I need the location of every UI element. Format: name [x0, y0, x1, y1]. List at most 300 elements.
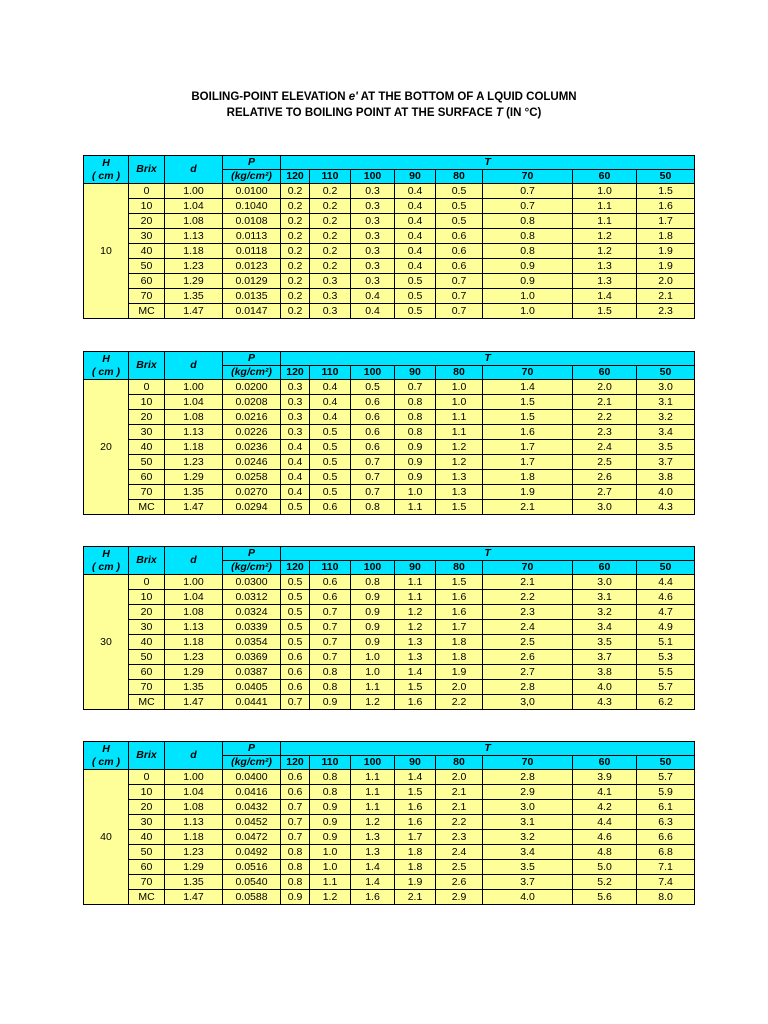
- elevation-cell: 3.1: [637, 395, 695, 410]
- elevation-cell: 0.3: [351, 259, 395, 274]
- elevation-cell: 0.6: [436, 259, 483, 274]
- brix-cell: MC: [129, 304, 165, 319]
- brix-column-header: Brix: [129, 352, 165, 380]
- temperature-header: 50: [637, 366, 695, 380]
- table-row: [84, 395, 695, 410]
- elevation-cell: 1.6: [436, 605, 483, 620]
- d-cell: 1.47: [165, 695, 223, 710]
- elevation-cell: 3.0: [573, 500, 637, 515]
- d-cell: 1.13: [165, 425, 223, 440]
- elevation-cell: 0.7: [351, 470, 395, 485]
- d-cell: 1.00: [165, 575, 223, 590]
- p-cell: 0.0300: [223, 575, 281, 590]
- elevation-cell: 0.4: [395, 214, 436, 229]
- d-cell: 1.29: [165, 274, 223, 289]
- elevation-cell: 4.7: [637, 605, 695, 620]
- t-group-header: T: [281, 156, 695, 170]
- elevation-cell: 0.6: [281, 665, 310, 680]
- elevation-cell: 3.4: [573, 620, 637, 635]
- elevation-cell: 3.8: [573, 665, 637, 680]
- elevation-cell: 1.0: [573, 184, 637, 199]
- temperature-header: 50: [637, 170, 695, 184]
- brix-cell: MC: [129, 695, 165, 710]
- elevation-cell: 0.5: [395, 304, 436, 319]
- h-column-header: [84, 742, 129, 770]
- elevation-cell: 4.9: [637, 620, 695, 635]
- table-row: [84, 470, 695, 485]
- elevation-cell: 5.3: [637, 650, 695, 665]
- p-cell: 0.0246: [223, 455, 281, 470]
- elevation-cell: 0.6: [351, 410, 395, 425]
- elevation-cell: 0.3: [281, 425, 310, 440]
- elevation-cell: 0.8: [310, 770, 351, 785]
- d-cell: 1.00: [165, 184, 223, 199]
- elevation-cell: 1.3: [436, 470, 483, 485]
- elevation-cell: 0.3: [310, 274, 351, 289]
- elevation-cell: 5.2: [573, 875, 637, 890]
- elevation-cell: 3.0: [573, 575, 637, 590]
- d-cell: 1.35: [165, 485, 223, 500]
- elevation-cell: 1.7: [483, 455, 573, 470]
- elevation-cell: 0.7: [281, 800, 310, 815]
- elevation-cell: 1.5: [436, 575, 483, 590]
- brix-cell: 70: [129, 289, 165, 304]
- d-cell: 1.00: [165, 380, 223, 395]
- p-unit-header: (kg/cm²): [223, 756, 281, 770]
- h-unit: ( cm ): [91, 365, 120, 378]
- elevation-cell: 1.3: [436, 485, 483, 500]
- table-row: [84, 425, 695, 440]
- p-cell: 0.0588: [223, 890, 281, 905]
- table-row: [84, 815, 695, 830]
- elevation-cell: 3.1: [483, 815, 573, 830]
- temperature-header: 110: [310, 366, 351, 380]
- brix-cell: 30: [129, 425, 165, 440]
- elevation-cell: 0.6: [310, 575, 351, 590]
- elevation-cell: 2.7: [483, 665, 573, 680]
- table-row: [84, 875, 695, 890]
- table-row: [84, 274, 695, 289]
- brix-cell: 40: [129, 635, 165, 650]
- header-row: [84, 352, 695, 366]
- elevation-cell: 0.5: [436, 214, 483, 229]
- elevation-cell: 0.2: [281, 259, 310, 274]
- brix-cell: 20: [129, 214, 165, 229]
- elevation-cell: 1.6: [637, 199, 695, 214]
- elevation-cell: 6.3: [637, 815, 695, 830]
- elevation-cell: 0.9: [351, 605, 395, 620]
- h-value-cell: 30: [84, 575, 129, 710]
- elevation-cell: 1.5: [637, 184, 695, 199]
- elevation-cell: 1.3: [395, 635, 436, 650]
- elevation-cell: 2.3: [573, 425, 637, 440]
- h-unit: ( cm ): [91, 755, 120, 768]
- table-row: [84, 229, 695, 244]
- elevation-cell: 0.3: [351, 244, 395, 259]
- elevation-cell: 1.1: [351, 770, 395, 785]
- data-table-h40: [83, 741, 695, 905]
- elevation-cell: 0.4: [395, 199, 436, 214]
- elevation-cell: 3.1: [573, 590, 637, 605]
- elevation-cell: 1.1: [351, 680, 395, 695]
- brix-cell: 0: [129, 380, 165, 395]
- elevation-cell: 2.2: [483, 590, 573, 605]
- table-row: [84, 199, 695, 214]
- elevation-cell: 6.8: [637, 845, 695, 860]
- elevation-cell: 0.3: [281, 395, 310, 410]
- h-value-cell: 40: [84, 770, 129, 905]
- d-cell: 1.29: [165, 665, 223, 680]
- elevation-cell: 3.7: [573, 650, 637, 665]
- d-cell: 1.04: [165, 590, 223, 605]
- elevation-cell: 0.7: [483, 184, 573, 199]
- d-cell: 1.00: [165, 770, 223, 785]
- elevation-cell: 0.4: [310, 410, 351, 425]
- elevation-cell: 3.2: [483, 830, 573, 845]
- elevation-cell: 1.4: [395, 665, 436, 680]
- elevation-cell: 0.4: [281, 485, 310, 500]
- temperature-header: 120: [281, 756, 310, 770]
- table-row: [84, 440, 695, 455]
- elevation-cell: 6.2: [637, 695, 695, 710]
- d-cell: 1.23: [165, 259, 223, 274]
- title-line-2: RELATIVE TO BOILING POINT AT THE SURFACE T (IN °C): [226, 107, 542, 119]
- elevation-cell: 3.2: [637, 410, 695, 425]
- brix-cell: 60: [129, 274, 165, 289]
- elevation-cell: 0.5: [310, 425, 351, 440]
- elevation-cell: 0.9: [351, 590, 395, 605]
- elevation-cell: 1.1: [395, 500, 436, 515]
- elevation-cell: 1.3: [351, 845, 395, 860]
- elevation-cell: 2.0: [573, 380, 637, 395]
- elevation-cell: 0.2: [310, 244, 351, 259]
- elevation-cell: 2.1: [436, 800, 483, 815]
- elevation-cell: 1.4: [395, 770, 436, 785]
- elevation-cell: 2.1: [436, 785, 483, 800]
- elevation-cell: 1.8: [436, 635, 483, 650]
- elevation-cell: 4.0: [573, 680, 637, 695]
- elevation-cell: 1.3: [351, 830, 395, 845]
- p-cell: 0.0540: [223, 875, 281, 890]
- temperature-header: 100: [351, 561, 395, 575]
- elevation-cell: 1.5: [395, 680, 436, 695]
- temperature-header: 110: [310, 170, 351, 184]
- elevation-cell: 2.5: [436, 860, 483, 875]
- header-row: [84, 547, 695, 561]
- temperature-header: 60: [573, 561, 637, 575]
- elevation-cell: 0.5: [281, 575, 310, 590]
- elevation-cell: 2.8: [483, 680, 573, 695]
- elevation-cell: 4.4: [637, 575, 695, 590]
- elevation-cell: 4.2: [573, 800, 637, 815]
- d-cell: 1.47: [165, 890, 223, 905]
- table-row: [84, 244, 695, 259]
- brix-cell: 10: [129, 395, 165, 410]
- elevation-cell: 1.3: [395, 650, 436, 665]
- elevation-cell: 1.5: [483, 395, 573, 410]
- p-column-header: P: [223, 742, 281, 756]
- d-cell: 1.08: [165, 214, 223, 229]
- elevation-cell: 3.5: [483, 860, 573, 875]
- elevation-cell: 0.5: [281, 635, 310, 650]
- brix-cell: 20: [129, 605, 165, 620]
- elevation-cell: 0.7: [310, 620, 351, 635]
- elevation-cell: 0.4: [395, 184, 436, 199]
- temperature-header: 120: [281, 170, 310, 184]
- elevation-cell: 0.8: [483, 229, 573, 244]
- elevation-cell: 3.2: [573, 605, 637, 620]
- elevation-cell: 4.1: [573, 785, 637, 800]
- elevation-cell: 0.7: [351, 455, 395, 470]
- elevation-cell: 1.6: [395, 815, 436, 830]
- h-unit: ( cm ): [91, 169, 120, 182]
- elevation-cell: 0.2: [281, 199, 310, 214]
- p-cell: 0.0294: [223, 500, 281, 515]
- p-unit-header: (kg/cm²): [223, 366, 281, 380]
- data-table-h30: [83, 546, 695, 710]
- temperature-header: 90: [395, 561, 436, 575]
- temperature-header: 120: [281, 561, 310, 575]
- elevation-cell: 0.2: [310, 184, 351, 199]
- d-cell: 1.13: [165, 815, 223, 830]
- brix-cell: 50: [129, 650, 165, 665]
- elevation-cell: 4.0: [483, 890, 573, 905]
- h-label: H: [102, 352, 110, 365]
- elevation-cell: 0.9: [281, 890, 310, 905]
- elevation-cell: 1.4: [351, 860, 395, 875]
- elevation-cell: 0.5: [310, 440, 351, 455]
- table-row: [84, 590, 695, 605]
- elevation-cell: 0.9: [351, 620, 395, 635]
- d-cell: 1.08: [165, 410, 223, 425]
- elevation-cell: 0.6: [436, 244, 483, 259]
- t-group-header: T: [281, 547, 695, 561]
- elevation-cell: 1.8: [637, 229, 695, 244]
- p-cell: 0.0324: [223, 605, 281, 620]
- h-label: H: [102, 742, 110, 755]
- p-cell: 0.0369: [223, 650, 281, 665]
- elevation-cell: 2.7: [573, 485, 637, 500]
- elevation-cell: 5.7: [637, 680, 695, 695]
- elevation-cell: 1.8: [436, 650, 483, 665]
- header-row: [84, 742, 695, 756]
- p-cell: 0.0432: [223, 800, 281, 815]
- table-row: [84, 575, 695, 590]
- table-row: [84, 785, 695, 800]
- table-row: [84, 860, 695, 875]
- elevation-cell: 3.5: [637, 440, 695, 455]
- elevation-cell: 1.0: [436, 395, 483, 410]
- temperature-header: 80: [436, 561, 483, 575]
- elevation-cell: 1.4: [573, 289, 637, 304]
- d-cell: 1.35: [165, 680, 223, 695]
- h-column-header: [84, 156, 129, 184]
- p-cell: 0.0108: [223, 214, 281, 229]
- elevation-cell: 1.0: [310, 860, 351, 875]
- elevation-cell: 3,0: [483, 695, 573, 710]
- elevation-cell: 2.1: [637, 289, 695, 304]
- elevation-cell: 2.6: [436, 875, 483, 890]
- d-cell: 1.47: [165, 304, 223, 319]
- elevation-cell: 0.4: [395, 229, 436, 244]
- elevation-cell: 1.1: [310, 875, 351, 890]
- p-cell: 0.0100: [223, 184, 281, 199]
- elevation-cell: 1.0: [351, 650, 395, 665]
- table-row: [84, 500, 695, 515]
- table-row: [84, 289, 695, 304]
- elevation-cell: 2.9: [436, 890, 483, 905]
- elevation-cell: 3.4: [483, 845, 573, 860]
- elevation-cell: 0.6: [351, 395, 395, 410]
- p-cell: 0.0270: [223, 485, 281, 500]
- table-row: [84, 184, 695, 199]
- table-row: [84, 695, 695, 710]
- brix-cell: 10: [129, 785, 165, 800]
- p-cell: 0.0200: [223, 380, 281, 395]
- p-cell: 0.0312: [223, 590, 281, 605]
- elevation-cell: 0.5: [281, 620, 310, 635]
- elevation-cell: 0.9: [483, 274, 573, 289]
- p-cell: 0.0208: [223, 395, 281, 410]
- elevation-cell: 0.9: [310, 800, 351, 815]
- elevation-cell: 0.7: [436, 304, 483, 319]
- elevation-cell: 1.3: [573, 259, 637, 274]
- elevation-cell: 4.6: [573, 830, 637, 845]
- elevation-cell: 0.9: [395, 455, 436, 470]
- elevation-cell: 0.8: [351, 575, 395, 590]
- d-cell: 1.29: [165, 860, 223, 875]
- elevation-cell: 0.3: [281, 410, 310, 425]
- elevation-cell: 0.5: [395, 274, 436, 289]
- table-row: [84, 605, 695, 620]
- elevation-cell: 3.5: [573, 635, 637, 650]
- table-row: [84, 620, 695, 635]
- brix-cell: 70: [129, 875, 165, 890]
- elevation-cell: 1.2: [573, 229, 637, 244]
- temperature-header: 70: [483, 561, 573, 575]
- elevation-cell: 1.9: [436, 665, 483, 680]
- elevation-cell: 2.0: [637, 274, 695, 289]
- data-table-h10: [83, 155, 695, 319]
- d-cell: 1.08: [165, 800, 223, 815]
- elevation-cell: 0.8: [395, 410, 436, 425]
- elevation-cell: 2.1: [483, 500, 573, 515]
- elevation-cell: 0.8: [310, 785, 351, 800]
- d-cell: 1.08: [165, 605, 223, 620]
- h-label: H: [102, 156, 110, 169]
- temperature-header: 80: [436, 366, 483, 380]
- elevation-cell: 0.5: [351, 380, 395, 395]
- d-cell: 1.18: [165, 635, 223, 650]
- elevation-cell: 0.8: [310, 665, 351, 680]
- elevation-cell: 0.7: [310, 635, 351, 650]
- elevation-cell: 3.7: [637, 455, 695, 470]
- d-cell: 1.23: [165, 845, 223, 860]
- elevation-cell: 1.9: [637, 244, 695, 259]
- p-cell: 0.0472: [223, 830, 281, 845]
- brix-cell: 60: [129, 665, 165, 680]
- brix-cell: 70: [129, 680, 165, 695]
- elevation-cell: 0.5: [436, 199, 483, 214]
- elevation-cell: 0.9: [395, 470, 436, 485]
- elevation-cell: 1.6: [436, 590, 483, 605]
- elevation-cell: 1.2: [351, 695, 395, 710]
- d-cell: 1.29: [165, 470, 223, 485]
- table-row: [84, 485, 695, 500]
- elevation-cell: 1.2: [395, 620, 436, 635]
- temperature-header: 90: [395, 366, 436, 380]
- elevation-cell: 0.4: [281, 440, 310, 455]
- elevation-cell: 0.5: [281, 590, 310, 605]
- elevation-cell: 5.6: [573, 890, 637, 905]
- elevation-cell: 0.8: [310, 680, 351, 695]
- temperature-header: 80: [436, 756, 483, 770]
- table-row: [84, 680, 695, 695]
- table-row: [84, 455, 695, 470]
- elevation-cell: 0.2: [281, 229, 310, 244]
- p-cell: 0.0387: [223, 665, 281, 680]
- brix-column-header: Brix: [129, 156, 165, 184]
- elevation-cell: 1.0: [483, 289, 573, 304]
- p-cell: 0.0236: [223, 440, 281, 455]
- elevation-cell: 0.5: [281, 500, 310, 515]
- elevation-cell: 3.7: [483, 875, 573, 890]
- p-cell: 0.0135: [223, 289, 281, 304]
- elevation-cell: 7.4: [637, 875, 695, 890]
- table-row: [84, 800, 695, 815]
- elevation-cell: 4.6: [637, 590, 695, 605]
- p-column-header: P: [223, 352, 281, 366]
- elevation-cell: 0.2: [281, 289, 310, 304]
- temperature-header: 50: [637, 561, 695, 575]
- elevation-cell: 2.8: [483, 770, 573, 785]
- elevation-cell: 1.5: [573, 304, 637, 319]
- elevation-cell: 0.8: [483, 244, 573, 259]
- elevation-cell: 1.2: [436, 455, 483, 470]
- p-cell: 0.0400: [223, 770, 281, 785]
- elevation-cell: 0.2: [310, 229, 351, 244]
- elevation-cell: 2.4: [573, 440, 637, 455]
- elevation-cell: 2.3: [483, 605, 573, 620]
- elevation-cell: 0.8: [395, 425, 436, 440]
- elevation-cell: 0.7: [310, 605, 351, 620]
- elevation-cell: 0.2: [281, 214, 310, 229]
- p-cell: 0.0441: [223, 695, 281, 710]
- elevation-cell: 1.1: [573, 199, 637, 214]
- elevation-cell: 1.0: [351, 665, 395, 680]
- elevation-cell: 2.1: [395, 890, 436, 905]
- d-column-header: d: [165, 156, 223, 184]
- brix-cell: 60: [129, 470, 165, 485]
- elevation-cell: 0.3: [351, 229, 395, 244]
- elevation-cell: 0.7: [310, 650, 351, 665]
- elevation-cell: 0.9: [395, 440, 436, 455]
- elevation-cell: 2.0: [436, 680, 483, 695]
- d-cell: 1.13: [165, 229, 223, 244]
- title-line-1: BOILING-POINT ELEVATION e' AT THE BOTTOM OF A LQUID COLUMN: [191, 91, 577, 103]
- elevation-cell: 1.5: [436, 500, 483, 515]
- d-cell: 1.13: [165, 620, 223, 635]
- table-row: [84, 650, 695, 665]
- d-cell: 1.18: [165, 830, 223, 845]
- elevation-cell: 4.8: [573, 845, 637, 860]
- elevation-cell: 2.2: [436, 815, 483, 830]
- d-cell: 1.23: [165, 650, 223, 665]
- elevation-cell: 1.7: [436, 620, 483, 635]
- elevation-cell: 0.4: [351, 304, 395, 319]
- elevation-cell: 1.5: [483, 410, 573, 425]
- elevation-cell: 1.4: [351, 875, 395, 890]
